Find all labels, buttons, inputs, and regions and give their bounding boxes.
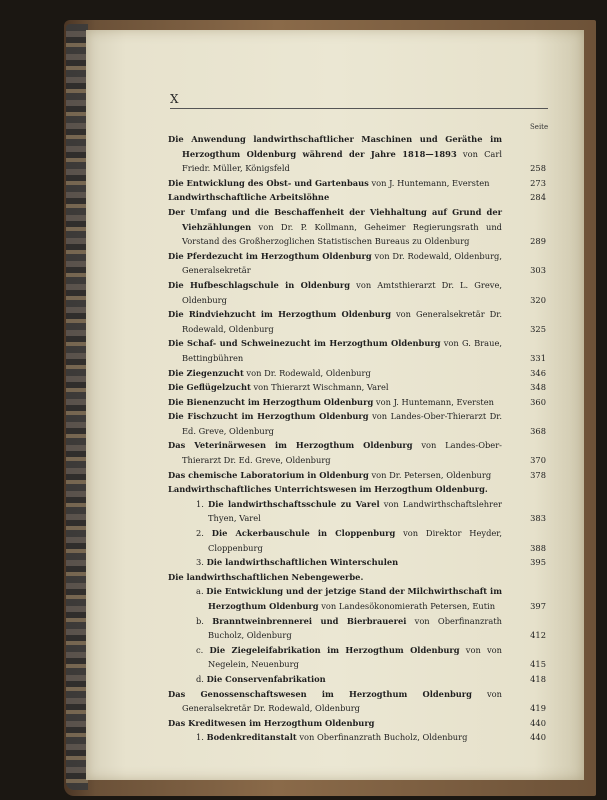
toc-entry-author: von Oberfinanzrath Bucholz, Oldenburg (208, 615, 503, 641)
toc-entry-author: von Dr. Petersen, Oldenburg (368, 469, 492, 480)
toc-entry-number: 2. (196, 528, 204, 539)
toc-entry-number: c. (196, 644, 204, 655)
page-ref: 325 (530, 323, 546, 334)
toc-entry-author: von Landes-Ober-Thierarzt Dr. Ed. Greve, Oldenburg (182, 411, 502, 436)
toc-entry-number: b. (196, 615, 204, 626)
toc-entry-text (168, 366, 548, 381)
toc-entry-text (168, 205, 548, 249)
toc-entry (168, 336, 548, 365)
toc-entry (168, 395, 548, 410)
toc-entry (196, 643, 548, 672)
page-ref: 397 (530, 601, 546, 611)
toc-entry-text (168, 278, 548, 307)
page-ref: 289 (530, 236, 546, 247)
toc-entry-title: Die Bienenzucht im Herzogthum Oldenburg (168, 396, 374, 407)
toc-entry (196, 497, 548, 526)
toc-entry-author: von von Negelein, Neuenburg (208, 644, 502, 670)
toc-entry (168, 205, 548, 249)
toc-entry-author: von Dr. Rodewald, Oldenburg, Generalsekretär (182, 250, 502, 276)
toc-entry-title: Die Pferdezucht im Herzogthum Oldenburg (168, 250, 372, 261)
toc-entry (168, 687, 548, 716)
toc-entry (168, 380, 548, 395)
toc-entry-author: von Oberfinanzrath Bucholz, Oldenburg (296, 732, 468, 743)
toc-entry-title: Die landwirthschaftlichen Winterschulen (206, 557, 399, 568)
header-rule (170, 108, 548, 109)
toc-entry-text (196, 555, 548, 570)
toc-entry-author: von Landwirthschaftslehrer Thyen, Varel (208, 498, 502, 524)
page-ref: 415 (530, 659, 546, 670)
toc-entry-title: Die Rindviehzucht im Herzogthum Oldenburg (168, 309, 392, 320)
toc-entry-title: Die Geflügelzucht (168, 382, 251, 393)
toc-entry-title: Das chemische Laboratorium in Oldenburg (168, 469, 369, 480)
toc-entry-text (168, 190, 548, 205)
toc-entry-text (168, 687, 548, 716)
page-ref: 360 (530, 396, 546, 407)
toc-entries-group-2 (168, 687, 548, 716)
toc-entry (168, 249, 548, 278)
toc-entry-text (168, 336, 548, 365)
toc-entry-text (168, 438, 548, 467)
toc-entry-text (196, 730, 548, 745)
toc-entry-author: von Thierarzt Wischmann, Varel (250, 382, 389, 393)
toc-entry (168, 366, 548, 381)
toc-entry (168, 176, 548, 191)
toc-entry-text (168, 468, 548, 483)
toc-entry-title: Die Entwicklung des Obst- und Gartenbaus (168, 177, 369, 188)
page-ref: 284 (530, 192, 546, 203)
section-title-kreditwesen: Das Kreditwesen im Herzogthum Oldenburg (168, 717, 375, 728)
toc-entry-author: von J. Huntemann, Eversten (373, 396, 494, 407)
toc-entry (196, 526, 548, 555)
toc-entry-text (196, 526, 548, 555)
toc-entry (168, 438, 548, 467)
page-ref: 331 (530, 352, 546, 363)
toc-entry-author: von Dr. Rodewald, Oldenburg (243, 367, 371, 378)
toc-entry (168, 468, 548, 483)
toc-entry-author: von Landes-Ober-Thierarzt Dr. Ed. Greve, Oldenburg (182, 440, 502, 466)
toc-entry-title: Die Anwendung landwirthschaftlicher Maschinen und Geräthe im Herzogthum Oldenburg während der Jahre 1818—1893 (168, 134, 502, 159)
page-ref: 370 (530, 455, 546, 466)
page-ref: 346 (530, 367, 546, 378)
toc-entry-title: Branntweinbrennerei und Bierbrauerei (212, 615, 407, 626)
toc-entry-text (196, 497, 548, 526)
toc-entry-number: 1. (196, 732, 204, 743)
toc-entry (196, 672, 548, 687)
toc-entry (168, 278, 548, 307)
toc-entry (168, 307, 548, 336)
book-spine-marbled (66, 24, 88, 790)
toc-entry-title: Die Fischzucht im Herzogthum Oldenburg (168, 411, 369, 422)
toc-entry-title: Die landwirthschaftsschule zu Varel (208, 498, 380, 509)
toc-section-2-items (168, 584, 548, 686)
toc-entry (168, 132, 548, 176)
toc-entry (196, 730, 548, 745)
toc-entry-title: Das Genossenschaftswesen im Herzogthum Oldenburg (168, 688, 472, 699)
column-header-seite: Seite (530, 123, 549, 131)
toc-entry-author: von Carl Friedr. Müller, Königsfeld (182, 148, 502, 174)
toc-section-3-items (168, 730, 548, 745)
toc-entry-author: von G. Braue, Bettingbühren (182, 338, 502, 363)
toc-entries-group-1 (168, 132, 548, 482)
toc-entry-title: Das Veterinärwesen im Herzogthum Oldenburg (168, 440, 413, 451)
toc-section-1-items (168, 497, 548, 570)
toc-entry-author: von Amtsthierarzt Dr. L. Greve, Oldenburg (182, 279, 503, 305)
toc-entry-text (168, 132, 548, 176)
toc-entry-text (168, 380, 548, 395)
toc-entry-text (168, 409, 548, 438)
toc-entry (196, 555, 548, 570)
page-ref: 368 (530, 425, 546, 436)
toc-entry-author: von Direktor Heyder, Cloppenburg (208, 528, 502, 553)
toc-entry-text (196, 584, 548, 613)
page-ref: 440 (530, 732, 546, 743)
toc-entry-author: von Generalsekretär Dr. Rodewald, Oldenburg (182, 309, 502, 334)
page-number-roman: X (170, 92, 179, 106)
toc-entry-title: Die Entwicklung und der jetzige Stand der Milchwirthschaft im Herzogthum Oldenburg (206, 586, 502, 611)
page-ref: 395 (530, 557, 546, 568)
toc-entry-title: Die Schaf- und Schweinezucht im Herzogthum Oldenburg (168, 338, 441, 349)
page-ref: 258 (530, 163, 546, 174)
page-ref: 440 (530, 717, 546, 728)
toc-entry-author: von Dr. P. Kollmann, Geheimer Regierungsrath und Vorstand des Großherzoglichen Statistischen Bureaus zu Oldenburg (182, 221, 502, 247)
toc-entry (196, 584, 548, 613)
toc-entry-author: von Landesökonomierath Petersen, Eutin (318, 601, 496, 611)
toc-entry-title: Die Ziegeleifabrikation im Herzogthum Oldenburg (209, 644, 460, 655)
toc-entry-text (196, 614, 548, 643)
toc-entry-text (196, 672, 548, 687)
page-ref: 383 (530, 513, 546, 524)
toc-entry-title: Der Umfang und die Beschaffenheit der Viehhaltung auf Grund der Viehzählungen (168, 206, 502, 232)
page-ref: 273 (530, 177, 546, 188)
toc-entry-title: Die Hufbeschlagschule in Oldenburg (168, 279, 351, 290)
page-ref: 412 (530, 630, 546, 641)
toc-entry (168, 409, 548, 438)
page-ref: 348 (530, 382, 546, 393)
toc-entry-number: 3. (196, 557, 204, 568)
section-title-unterrichtswesen: Landwirthschaftliches Unterrichtswesen im Herzogthum Oldenburg. (168, 484, 488, 495)
page-ref: 303 (530, 265, 546, 276)
toc-entry-text (168, 395, 548, 410)
toc-entry-title: Bodenkreditanstalt (206, 732, 297, 743)
toc-entry-number: d. (196, 673, 204, 684)
toc-entry-title: Die Conservenfabrikation (206, 673, 326, 684)
toc-entry-text (168, 176, 548, 191)
toc-entry-author: von J. Huntemann, Eversten (368, 177, 490, 188)
page-ref: 320 (530, 294, 546, 305)
page-ref: 419 (530, 703, 546, 714)
toc-entry-text (196, 643, 548, 672)
toc-entry-title: Die Ackerbauschule in Cloppenburg (211, 528, 396, 539)
toc-entry-text (168, 307, 548, 336)
page-ref: 388 (530, 542, 546, 553)
toc-entry-author: von Generalsekretär Dr. Rodewald, Oldenburg (182, 688, 502, 714)
toc-entry-number: 1. (196, 498, 204, 509)
toc-entry (196, 614, 548, 643)
toc-entry-text (168, 249, 548, 278)
toc-entry-title: Die Ziegenzucht (168, 367, 244, 378)
page-ref: 418 (530, 673, 546, 684)
page-ref: 378 (530, 469, 546, 480)
toc-entry-title: Landwirthschaftliche Arbeitslöhne (168, 192, 330, 203)
table-of-contents (168, 132, 548, 745)
toc-entry (168, 190, 548, 205)
toc-entry-number: a. (196, 586, 204, 597)
section-title-nebengewerbe: Die landwirthschaftlichen Nebengewerbe. (168, 571, 364, 582)
section-title-kreditwesen-row (168, 716, 548, 731)
